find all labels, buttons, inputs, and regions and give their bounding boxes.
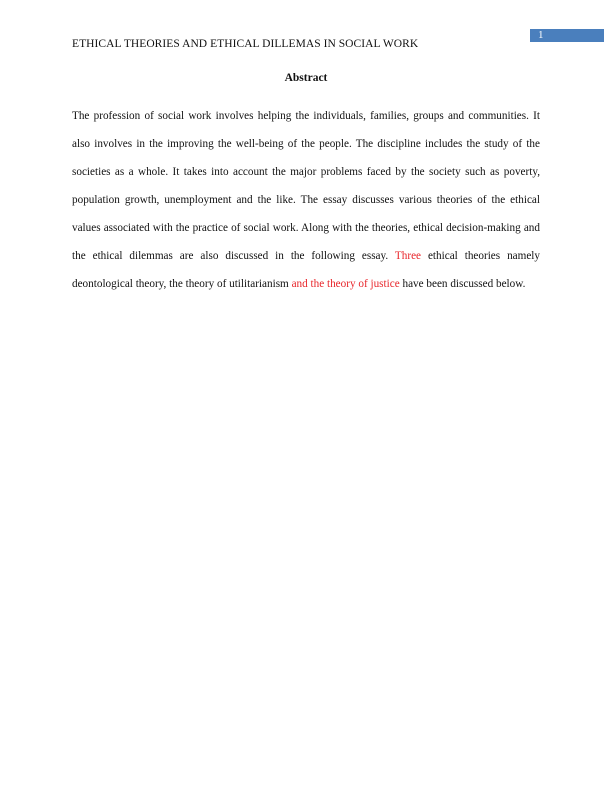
paragraph-text-segment: The profession of social work involves helping the individuals, families, groups and communities. It also involves in the improving the well-being of the people. The discipline includes the study of the societies as a whole. It takes into account the major problems faced by the society such as poverty, population growth, unemployment and the like. The essay discusses various theories of the ethical values associated with the practice of social work. Along with the theories, ethical decision-making and the ethical dilemmas are also discussed in the following essay. (72, 110, 540, 262)
paragraph-text-segment: have been discussed below. (399, 278, 526, 290)
page-number: 1 (538, 29, 544, 41)
highlighted-text: Three (394, 250, 422, 262)
abstract-paragraph (72, 102, 540, 298)
paragraph-text-segment: ethical theories namely deontological theory, the theory of utilitarianism (72, 250, 540, 290)
page-number-tab (530, 29, 604, 42)
abstract-heading: Abstract (284, 72, 328, 84)
highlighted-text: and the theory of justice (291, 278, 400, 290)
running-head: ETHICAL THEORIES AND ETHICAL DILLEMAS IN SOCIAL WORK (72, 38, 419, 50)
